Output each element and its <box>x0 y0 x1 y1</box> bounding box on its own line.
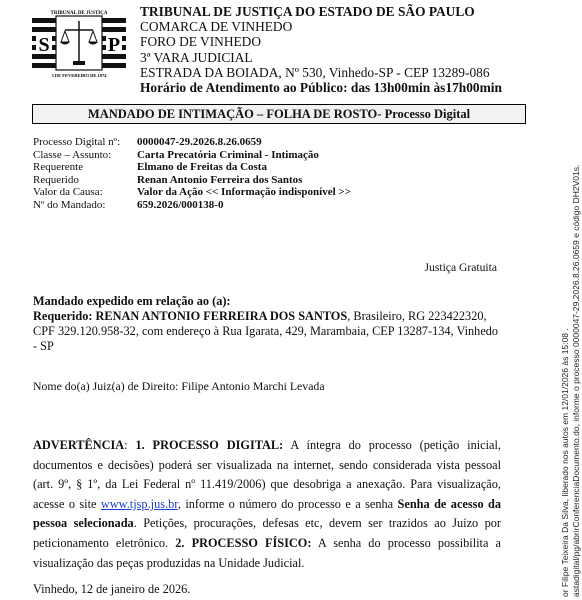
info-value: 659.2026/000138-0 <box>137 198 224 211</box>
tjsp-logo <box>30 6 128 80</box>
info-label: Classe – Assunto: <box>33 148 112 161</box>
requerido-name: RENAN ANTONIO FERREIRA DOS SANTOS <box>95 309 348 323</box>
requerido-details: , Brasileiro, RG 223422320, CPF 329.120.958-32, com endereço à Rua Igarata, 429, Marambaia, CEP 13287-134, Vinhedo - SP <box>33 309 499 353</box>
info-label: Requerente <box>33 161 84 174</box>
verification-sidebar <box>560 165 582 597</box>
info-row-requerido <box>33 174 351 187</box>
requerido-paragraph: Requerido: RENAN ANTONIO FERREIRA DOS SANTOS, Brasileiro, RG 223422320, CPF 329.120.958-32, com endereço à Rua Igarata, 429, Marambaia, CEP 13287-134, Vinhedo - SP <box>33 309 499 353</box>
info-row-requerente <box>33 161 351 174</box>
senha-text: Senha de acesso da pessoa selecionada <box>33 496 501 531</box>
advertencia-label: ADVERTÊNCIA <box>33 438 125 452</box>
logo-letter-p: P <box>107 34 121 56</box>
item2-title: 2. PROCESSO FÍSICO: <box>175 535 312 550</box>
court-name: TRIBUNAL DE JUSTIÇA DO ESTADO DE SÃO PAULO <box>140 4 475 19</box>
item1-text: A íntegra do processo (petição inicial, documentos e decisões) poderá ser visualizada na internet, sendo considerada vista pessoal (art. 9º, § 1º, da Lei Federal nº 11.419/2006) que desobriga a anexação. Para visualização, acesse o site <box>33 438 501 511</box>
info-label: Valor da Causa: <box>33 186 103 199</box>
item1-text3: . Petições, procurações, defesas etc, devem ser trazidos ao Juízo por peticionamento eletrônico. <box>33 516 502 550</box>
comarca: COMARCA DE VINHEDO <box>140 19 293 35</box>
tjsp-link[interactable]: www.tjsp.jus.br <box>100 496 178 511</box>
item1-text2: , informe o número do processo e a senha <box>177 496 398 511</box>
mandado-heading: Mandado expedido em relação ao (a): <box>33 294 231 308</box>
mandado-section <box>33 294 503 354</box>
info-row-classe <box>33 149 351 162</box>
opening-hours: Horário de Atendimento ao Público: das 13h00min às17h00min <box>140 80 502 96</box>
advertencia-paragraph: ADVERTÊNCIA: 1. PROCESSO DIGITAL: A íntegra do processo (petição inicial, documentos e decisões) poderá ser visualizada na internet, sendo considerada vista pessoal (art. 9º, § 1º, da Lei Federal nº 11.419/2006) que desobriga a anexação. Para visualização, acesse o site www.tjsp.jus.br, informe o número do processo e a senha Senha de acesso da pessoa selecionada. Petições, procurações, defesas etc, devem ser trazidos ao Juízo por peticionamento eletrônico. 2. PROCESSO FÍSICO: A senha do processo possibilita a visualização das peças produzidas na Unidade Judicial. <box>33 438 502 570</box>
info-row-processo <box>33 136 351 149</box>
sidebar-line-2: astadigital/pg/abrirConferenciaDocumento.do, informe o processo 0000047-29.2026.8.26.0659 e código DH2V01s. <box>571 164 582 597</box>
logo-letter-s: S <box>38 34 50 56</box>
date-place: Vinhedo, 12 de janeiro de 2026. <box>33 582 191 596</box>
logo-bottom-text: 3 DE FEVEREIRO DE 1874 <box>51 73 107 78</box>
item1-title: 1. PROCESSO DIGITAL: <box>135 438 284 452</box>
info-value: Valor da Ação << Informação indisponível >> <box>137 186 351 199</box>
info-value: Carta Precatória Criminal - Intimação <box>137 148 319 161</box>
info-label: Requerido <box>33 173 79 186</box>
info-label: Nº do Mandado: <box>33 198 106 211</box>
info-value: Renan Antonio Ferreira dos Santos <box>137 173 303 186</box>
document-title: MANDADO DE INTIMAÇÃO – FOLHA DE ROSTO- Processo Digital <box>32 104 526 124</box>
info-row-valor <box>33 186 351 199</box>
process-info <box>33 136 351 212</box>
info-value: Elmano de Freitas da Costa <box>137 161 267 174</box>
item2-text: A senha do processo possibilita a visualização das peças produzidas na Unidade Judicial. <box>33 535 501 570</box>
foro: FORO DE VINHEDO <box>140 34 262 50</box>
info-label: Processo Digital nº: <box>33 136 121 148</box>
requerido-label: Requerido <box>33 309 89 323</box>
court-address: ESTRADA DA BOIADA, Nº 530, Vinhedo-SP - CEP 13289-086 <box>140 64 490 80</box>
judge-name: Nome do(a) Juiz(a) de Direito: Filipe Antonio Marchi Levada <box>33 379 325 393</box>
sidebar-line-1: or Filipe Teixeira Da Silva, liberado nos autos em 12/01/2026 às 15:08 . <box>560 328 570 597</box>
court-header <box>140 4 502 95</box>
justica-gratuita: Justiça Gratuita <box>424 261 497 274</box>
info-row-mandado <box>33 199 351 212</box>
logo-top-text: TRIBUNAL DE JUSTIÇA <box>50 11 108 16</box>
info-value: 0000047-29.2026.8.26.0659 <box>137 136 262 148</box>
vara: 3ª VARA JUDICIAL <box>140 49 253 65</box>
